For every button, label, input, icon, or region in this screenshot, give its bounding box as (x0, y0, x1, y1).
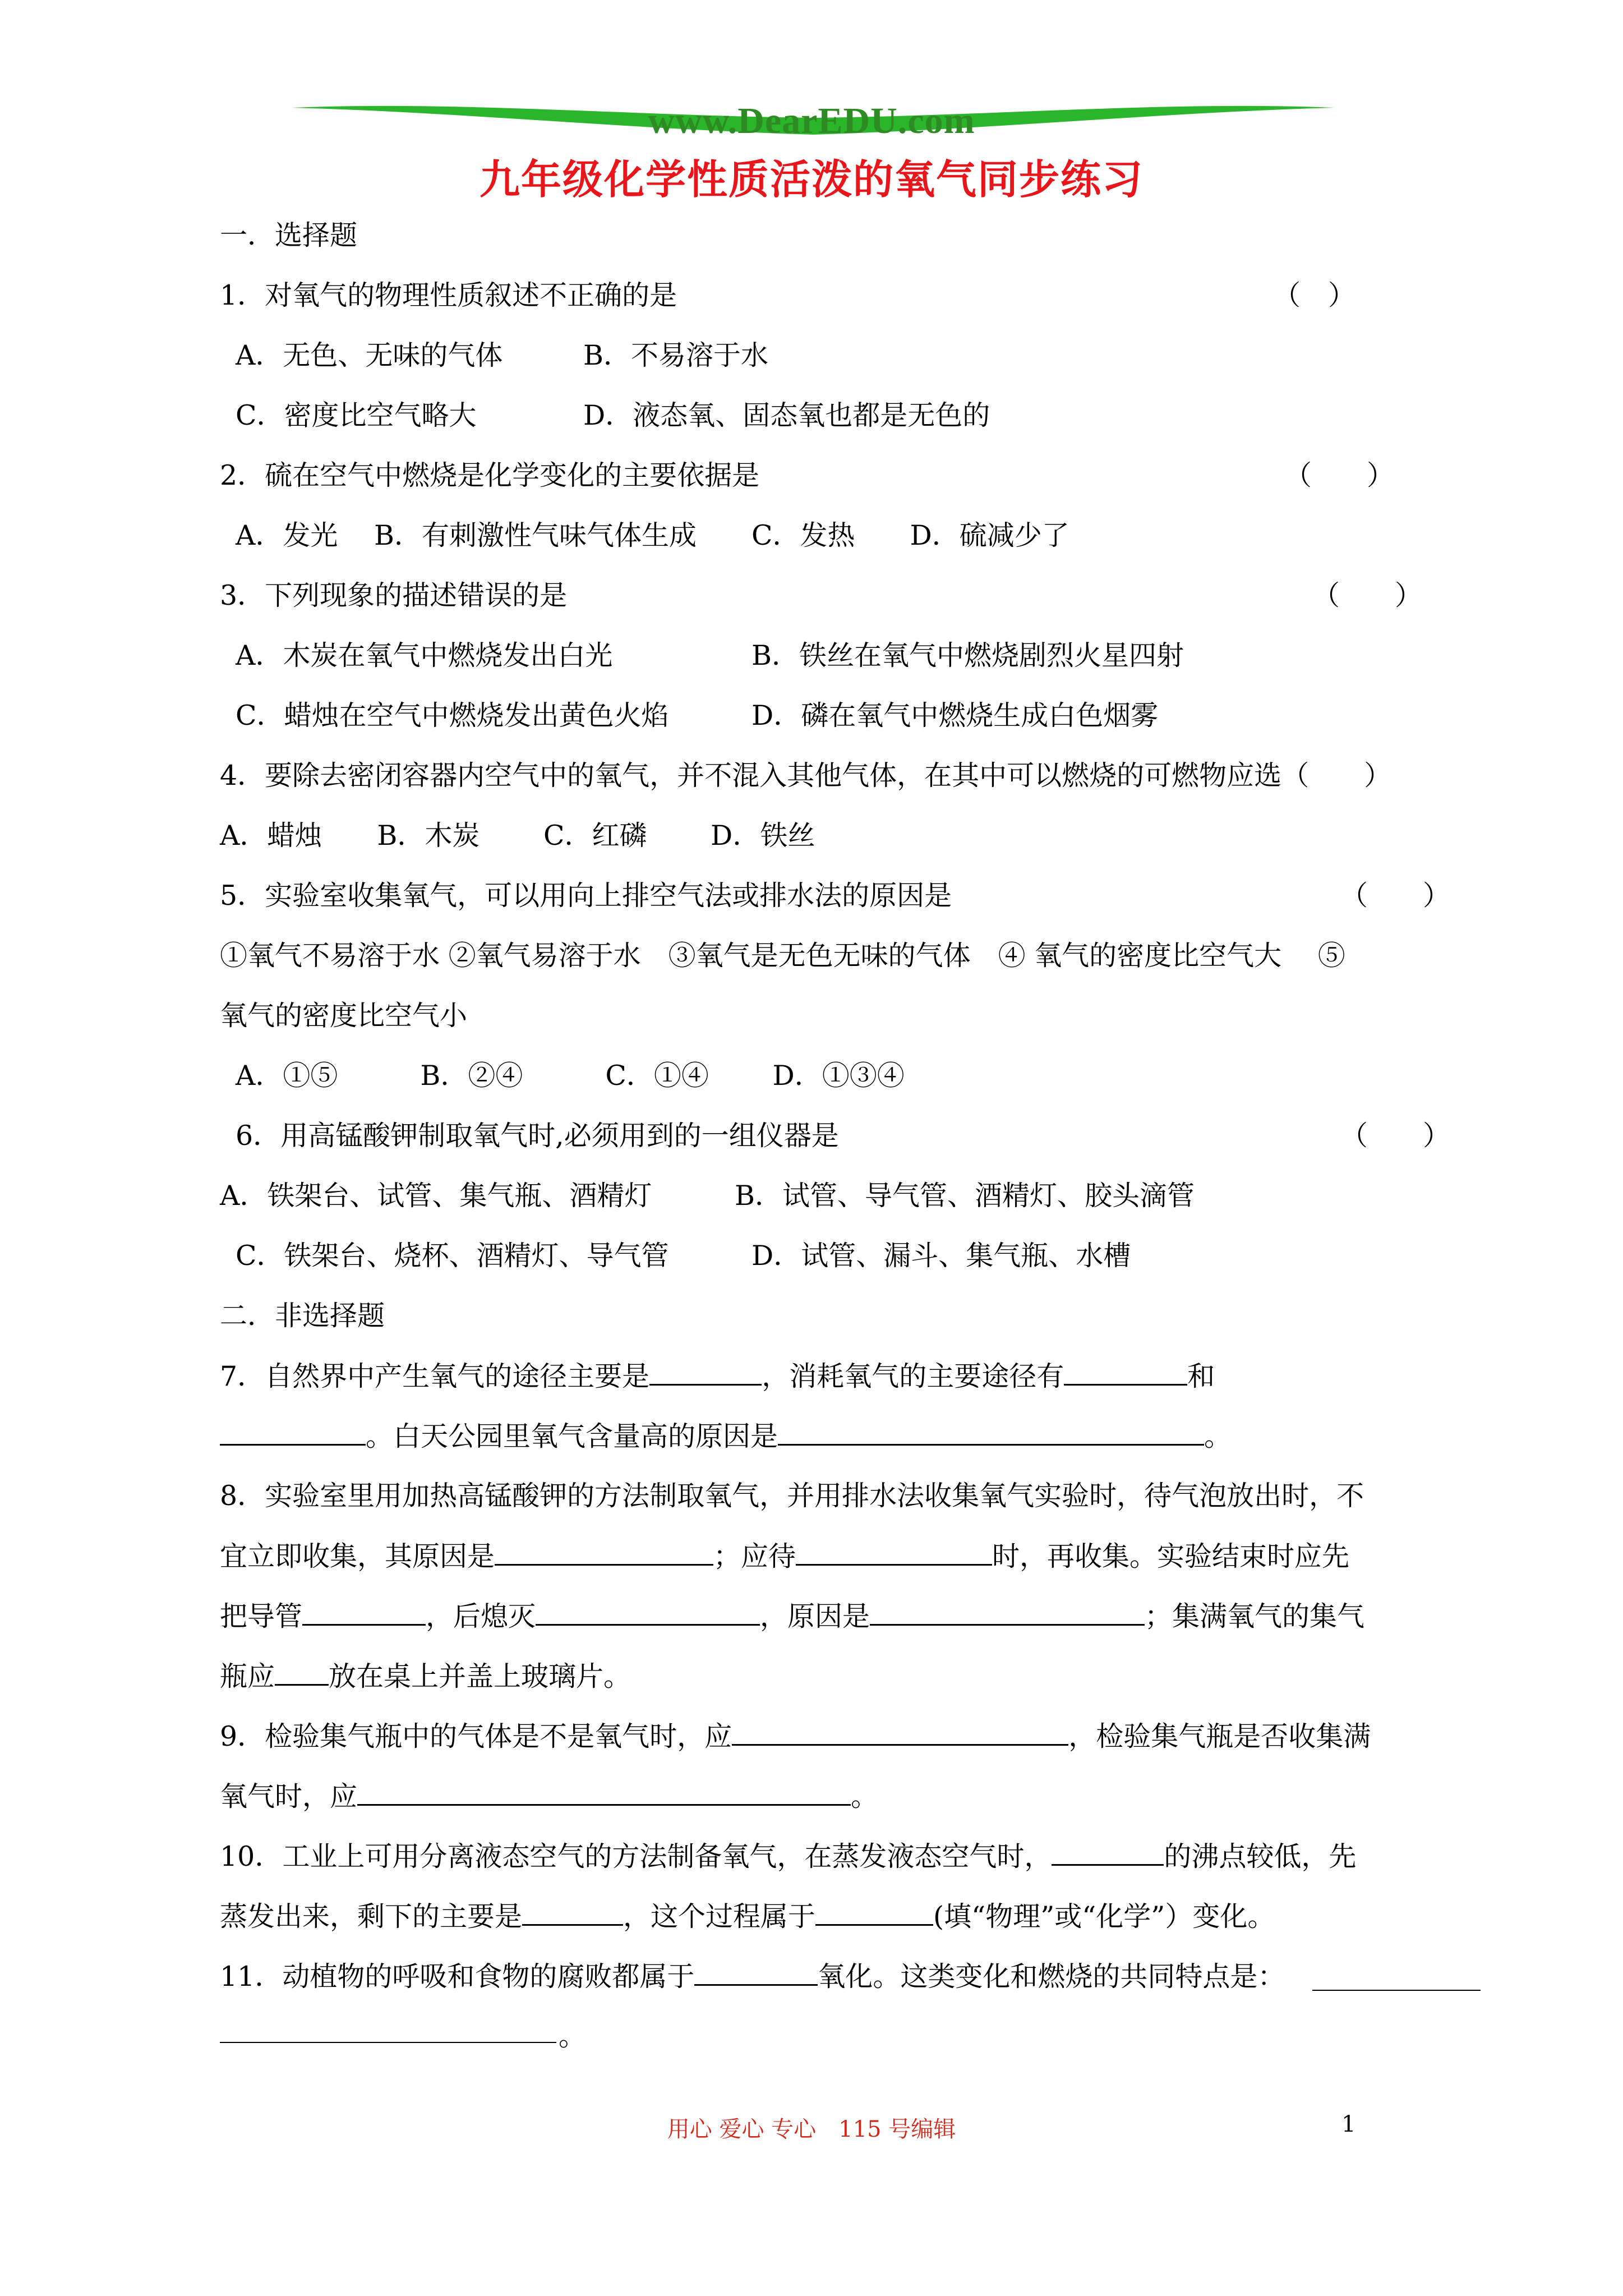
q8-text-2c: 时，再收集。实验结束时应先 (992, 1540, 1350, 1572)
q10-text-1a: 10．工业上可用分离液态空气的方法制备氧气，在蒸发液态空气时， (220, 1841, 1052, 1872)
q11-blank-2[interactable] (1312, 1990, 1481, 1991)
q4-stem: 4．要除去密闭容器内空气中的氧气，并不混入其他气体，在其中可以燃烧的可燃物应选（ ） (220, 760, 1392, 792)
q7-text-5: 。 (1204, 1420, 1232, 1452)
q1-answer-paren: （ ） (1273, 279, 1356, 311)
q11-text-1a: 11．动植物的呼吸和食物的腐败都属于 (220, 1961, 695, 1993)
q11-blank-3[interactable] (220, 2042, 556, 2043)
q3-answer-paren: （ ） (1312, 579, 1423, 611)
q10-blank-2[interactable] (522, 1899, 623, 1926)
footer-credit: 用心 爱心 专心 115 号编辑 (667, 2116, 956, 2142)
q10-blank-3[interactable] (815, 1899, 933, 1926)
q8-line-1: 8．实验室里用加热高锰酸钾的方法制取氧气，并用排水法收集氧气实验时，待气泡放出时，不 (220, 1480, 1364, 1512)
q10-line-1 (220, 1839, 1356, 1874)
q10-text-2b: ，这个过程属于 (623, 1901, 816, 1932)
q8-blank-3[interactable] (302, 1599, 426, 1626)
q10-text-1b: 的沸点较低，先 (1164, 1841, 1357, 1872)
q7-blank-2[interactable] (1064, 1359, 1187, 1386)
section-heading-choice: 一．选择题 (220, 219, 358, 251)
q8-line-4 (220, 1659, 631, 1694)
q9-text-2b: 。 (851, 1780, 879, 1812)
q6-option-d: D．试管、漏斗、集气瓶、水槽 (751, 1240, 1131, 1272)
q1-option-c: C．密度比空气略大 (236, 399, 477, 431)
q9-text-2a: 氧气时，应 (220, 1780, 358, 1812)
q1-option-b: B．不易溶于水 (583, 339, 769, 371)
q9-line-1 (220, 1719, 1371, 1754)
q2-options: A．发光 B．有刺激性气味气体生成 C．发热 D．硫减少了 (236, 519, 1069, 551)
q8-blank-4[interactable] (536, 1599, 760, 1626)
q7-text-2: ，消耗氧气的主要途径有 (762, 1360, 1064, 1392)
q5-options: A．①⑤ B．②④ C．①④ D．①③④ (236, 1060, 905, 1092)
q8-text-2b: ；应待 (713, 1540, 796, 1572)
q7-blank-3[interactable] (220, 1419, 366, 1446)
q5-stem: 5．实验室收集氧气，可以用向上排空气法或排水法的原因是 (220, 880, 952, 912)
q9-line-2 (220, 1779, 878, 1814)
q8-line-2 (220, 1539, 1349, 1573)
q6-option-c: C．铁架台、烧杯、酒精灯、导气管 (236, 1240, 669, 1272)
q8-text-3d: ；集满氧气的集气 (1145, 1600, 1365, 1632)
q7-blank-4[interactable] (778, 1419, 1204, 1446)
q7-text-3: 和 (1187, 1360, 1215, 1392)
q7-line-2 (220, 1419, 1232, 1453)
q2-stem: 2．硫在空气中燃烧是化学变化的主要依据是 (220, 459, 760, 491)
q8-text-4b: 放在桌上并盖上玻璃片。 (329, 1660, 631, 1692)
q7-blank-1[interactable] (649, 1359, 762, 1386)
q9-text-1a: 9．检验集气瓶中的气体是不是氧气时，应 (220, 1720, 732, 1752)
q6-option-a: A．铁架台、试管、集气瓶、酒精灯 (220, 1180, 652, 1212)
q10-text-2c: (填“物理”或“化学”）变化。 (933, 1901, 1275, 1932)
q1-option-d: D．液态氧、固态氧也都是无色的 (583, 399, 990, 431)
q11-blank-1[interactable] (694, 1959, 818, 1986)
q8-blank-1[interactable] (495, 1539, 713, 1566)
q1-stem: 1．对氧气的物理性质叙述不正确的是 (220, 279, 677, 311)
site-url: www.DearEDU.com (648, 100, 975, 141)
q6-option-b: B．试管、导气管、酒精灯、胶头滴管 (735, 1180, 1195, 1212)
q10-text-2a: 蒸发出来，剩下的主要是 (220, 1901, 523, 1932)
q8-text-3a: 把导管 (220, 1600, 303, 1632)
q5-answer-paren: （ ） (1340, 880, 1451, 912)
q6-answer-paren: （ ） (1340, 1120, 1451, 1152)
q11-line-2-end: 。 (559, 2020, 587, 2052)
q5-statements: ①氧气不易溶于水 ②氧气易溶于水 ③氧气是无色无味的气体 ④ 氧气的密度比空气大 ⑤ (220, 940, 1345, 972)
q7-text-4: 。白天公园里氧气含量高的原因是 (366, 1420, 778, 1452)
q7-line-1 (220, 1359, 1215, 1393)
page-number: 1 (1341, 2111, 1356, 2137)
q8-text-2a: 宜立即收集，其原因是 (220, 1540, 495, 1572)
page-title: 九年级化学性质活泼的氧气同步练习 (479, 155, 1144, 203)
q11-line-1 (220, 1959, 1285, 1994)
q1-option-a: A．无色、无味的气体 (236, 339, 503, 371)
q4-options: A．蜡烛 B．木炭 C．红磷 D．铁丝 (220, 820, 815, 852)
q10-line-2 (220, 1899, 1275, 1934)
q9-text-1b: ，检验集气瓶是否收集满 (1068, 1720, 1371, 1752)
q3-option-c: C．蜡烛在空气中燃烧发出黄色火焰 (236, 700, 669, 731)
q9-blank-2[interactable] (357, 1779, 851, 1806)
q8-text-3c: ，原因是 (760, 1600, 870, 1632)
q3-option-a: A．木炭在氧气中燃烧发出白光 (236, 639, 613, 671)
q3-stem: 3．下列现象的描述错误的是 (220, 579, 568, 611)
q3-option-d: D．磷在氧气中燃烧生成白色烟雾 (751, 700, 1159, 731)
q8-text-3b: ，后熄灭 (426, 1600, 536, 1632)
q8-blank-5[interactable] (870, 1599, 1145, 1626)
section-heading-nonchoice: 二．非选择题 (220, 1300, 385, 1332)
q8-blank-6[interactable] (275, 1659, 329, 1686)
q7-text-1: 7．自然界中产生氧气的途径主要是 (220, 1360, 650, 1392)
q10-blank-1[interactable] (1052, 1839, 1164, 1866)
q9-blank-1[interactable] (732, 1719, 1068, 1746)
q11-text-1b: 氧化。这类变化和燃烧的共同特点是： (818, 1961, 1285, 1993)
q3-option-b: B．铁丝在氧气中燃烧剧烈火星四射 (751, 639, 1184, 671)
q5-statements-cont: 氧气的密度比空气小 (220, 1000, 468, 1032)
q6-stem: 6．用高锰酸钾制取氧气时,必须用到的一组仪器是 (236, 1120, 839, 1152)
q8-line-3 (220, 1599, 1364, 1634)
q8-text-4a: 瓶应 (220, 1660, 275, 1692)
q2-answer-paren: （ ） (1284, 459, 1395, 491)
q8-blank-2[interactable] (796, 1539, 992, 1566)
